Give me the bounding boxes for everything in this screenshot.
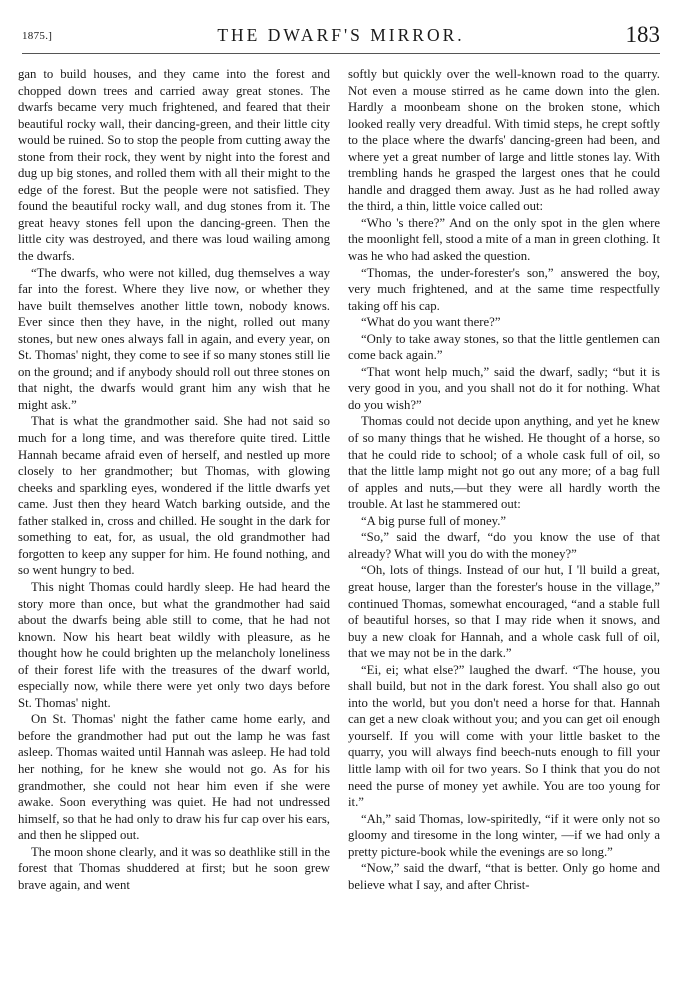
paragraph: “What do you want there?” <box>361 315 501 330</box>
paragraph: “Ei, ei; what else?” laughed the dwarf. “The house, you shall build, but not in the dark forest. You shall also go out into the world, but you don't need a horse for that. Hannah can get a new cloak without you; and you can get oil enough yourself. If you will come with your little basket to the quarry, you will always find beech-nuts enough to fill your little lamp with oil for two years. So I think that you do not need the purse of money yet awhile. You are too young for it.” <box>348 662 660 810</box>
left-column <box>18 66 330 893</box>
right-column <box>348 66 660 893</box>
paragraph: “The dwarfs, who were not killed, dug themselves a way far into the forest. Where they live now, or whether they have built themselves another little town, nobody knows. Ever since then they have, in the night, rolled out many stones, but new ones always fall in again, and every year, on St. Thomas' night, they come to see if so many stones still lie on the ground; and if anybody should roll out three stones on that night, the dwarfs would grant him any wish that he might ask.” <box>18 265 330 412</box>
paragraph: “So,” said the dwarf, “do you know the use of that already? What will you do with the money?” <box>348 530 660 561</box>
paragraph: This night Thomas could hardly sleep. He had heard the story more than once, but what the grandmother had said about the dwarfs being able still to come, that he had not known. Now his heart beat wildly with pleasure, as he thought how he could brighten up the melancholy loneliness of their forest life with the treasures of the dwarf world, especially now, while there were yet only two days before St. Thomas' night. <box>18 579 330 710</box>
paragraph: “Ah,” said Thomas, low-spiritedly, “if it were only not so gloomy and tiresome in the long winter, —if we had only a pretty picture-book while the evenings are so long.” <box>348 811 660 859</box>
paragraph: That is what the grandmother said. She had not said so much for a long time, and was therefore quite tired. Little Hannah became afraid even of herself, and nestled up more closely to her grandmother; but Thomas, with glowing cheeks and sparkling eyes, wondered if the little dwarfs yet came. Just then they heard Watch barking outside, and the father stalked in, cross and chilled. He sought in the dark for something to eat, for, as usual, the old grandmother had forgotten to keep any supper for him. He found nothing, and so went hungry to bed. <box>18 414 330 578</box>
running-header <box>22 22 660 48</box>
paragraph: softly but quickly over the well-known road to the quarry. Not even a mouse stirred as he came down into the glen. Hardly a moonbeam shone on the broken stone, which looked really very dreadful. With timid steps, he crept softly to the place where the dwarfs' dancing-green had been, and where yet a great number of large and little stones lay. With trembling hands he grasped the largest ones that he could handle and dragged them away. Just as he had rolled away the third, a thin, little voice called out: <box>348 67 660 214</box>
paragraph: “Who 's there?” And on the only spot in the glen where the moonlight fell, stood a mite of a man in green clothing. It was he who had asked the question. <box>348 215 660 264</box>
header-year: 1875.] <box>22 30 53 42</box>
paragraph: “Oh, lots of things. Instead of our hut, I 'll build a great, great house, larger than the forester's house in the village,” continued Thomas, somewhat encouraged, “and a stable full of beautiful horses, so that I may ride when it snows, and buy a new cloak for Hannah, and a whole cask full of oil, that we may not be in the dark.” <box>348 563 660 661</box>
paragraph: Thomas could not decide upon anything, and yet he knew of so many things that he wished. He thought of a horse, so that he could ride to school; of a whole cask full of oil, so that the little lamp might not go out any more; of a bag full of apples and nuts,—but they were all hardly worth the trouble. At last he stammered out: <box>348 414 660 512</box>
header-rule <box>22 53 660 54</box>
paragraph: The moon shone clearly, and it was so deathlike still in the forest that Thomas shuddered at first; but he soon grew brave again, and went <box>18 844 330 892</box>
paragraph: “Thomas, the under-forester's son,” answered the boy, very much frightened, and at the same time respectfully taking off his cap. <box>348 265 660 313</box>
header-title: THE DWARF'S MIRROR. <box>217 25 465 45</box>
paragraph: “Now,” said the dwarf, “that is better. Only go home and believe what I say, and after Christ- <box>348 861 660 892</box>
paragraph: “Only to take away stones, so that the little gentlemen can come back again.” <box>348 331 660 363</box>
page-number: 183 <box>625 22 660 47</box>
paragraph: gan to build houses, and they came into the forest and chopped down trees and carried away great stones. The dwarfs became very much frightened, and feared that their beautiful rocky wall, their dancing-green, and their little city would be ruined. So to stop the people from cutting away the stone from their rock, they went by night into the forest and dug up big stones, and rolled them with all their might to the edge of the forest. But the people were not satisfied. They found the beautiful rocky wall, and dug stones from it. The great heavy stones fell upon the dancing-green. Then the little city was destroyed, and there was loud wailing among the dwarfs. <box>18 67 330 264</box>
paragraph: “A big purse full of money.” <box>361 513 507 528</box>
paragraph: On St. Thomas' night the father came home early, and before the grandmother had put out the lamp he was fast asleep. Thomas waited until Hannah was asleep. He had told her nothing, for he knew she would not go. As for his grandmother, she could not hear him even if she were awake. Soon everything was quiet. He had not undressed himself, so that he had only to draw his fur cap over his ears, and then he slipped out. <box>18 712 330 843</box>
paragraph: “That wont help much,” said the dwarf, sadly; “but it is very good in you, and you shall not do it for nothing. What do you wish?” <box>348 364 660 412</box>
